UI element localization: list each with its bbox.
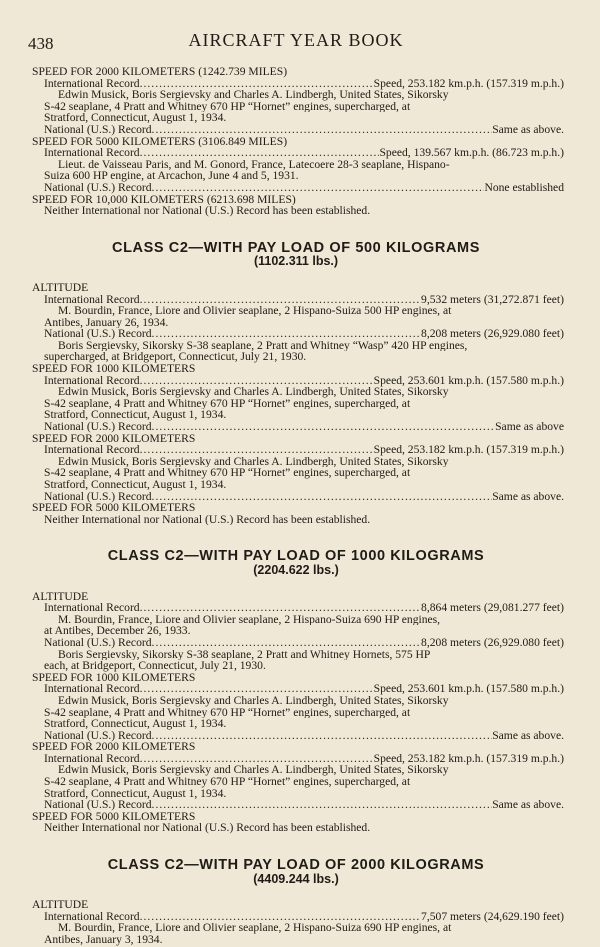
record-detail: Boris Sergievsky, Sikorsky S-38 seaplane, 2 Pratt and Whitney “Wasp” 420 HP engines, <box>58 339 468 352</box>
record-line: National (U.S.) Record ..... None established <box>28 182 564 194</box>
page-header <box>28 28 564 58</box>
record-detail: Boris Sergievsky, Sikorsky S-38 seaplane, 2 Pratt and Whitney Hornets, 575 HP <box>58 648 431 661</box>
record-detail: Edwin Musick, Boris Sergievsky and Charles A. Lindbergh, United States, Sikorsky <box>58 764 449 777</box>
record-detail: Neither International nor National (U.S.) Record has been established. <box>44 822 371 835</box>
section-heading: SPEED FOR 1000 KILOMETERS <box>32 363 196 375</box>
record-detail: Edwin Musick, Boris Sergievsky and Charles A. Lindbergh, United States, Sikorsky <box>58 694 449 707</box>
section-heading: SPEED FOR 2000 KILOMETERS <box>32 432 196 445</box>
class-heading <box>28 857 564 886</box>
record-line: International Record ..... Speed, 253.601 km.p.h. (157.580 m.p.h.) <box>28 375 564 387</box>
record-line: National (U.S.) Record ..... 8,208 meters (26,929.080 feet) <box>28 328 564 340</box>
record-detail: S-42 seaplane, 4 Pratt and Whitney 670 HP “Hornet” engines, supercharged, at <box>44 100 411 113</box>
record-line: International Record ..... 8,864 meters (29,081.277 feet) <box>28 602 564 614</box>
section-heading: ALTITUDE <box>32 281 89 294</box>
class-title: CLASS C2—WITH PAY LOAD OF 1000 KILOGRAMS <box>107 548 485 565</box>
record-line: National (U.S.) Record ..... Same as above. <box>28 124 564 136</box>
record-line: National (U.S.) Record ..... Same as above. <box>28 730 564 742</box>
record-detail: Antibes, January 3, 1934. <box>44 934 163 946</box>
record-detail: Stratford, Connecticut, August 1, 1934. <box>44 479 227 491</box>
class-heading <box>28 548 564 577</box>
record-detail: S-42 seaplane, 4 Pratt and Whitney 670 HP “Hornet” engines, supercharged, at <box>44 397 411 410</box>
section-heading: ALTITUDE <box>32 899 89 911</box>
section-heading: ALTITUDE <box>32 590 89 603</box>
section-heading: SPEED FOR 5000 KILOMETERS <box>32 810 196 823</box>
record-detail: M. Bourdin, France, Liore and Olivier seaplane, 2 Hispano-Suiza 690 HP engines, at <box>58 922 452 934</box>
record-detail: Edwin Musick, Boris Sergievsky and Charles A. Lindbergh, United States, Sikorsky <box>58 386 449 398</box>
section-heading: SPEED FOR 5000 KILOMETERS <box>32 502 196 514</box>
record-detail: Antibes, January 26, 1934. <box>44 316 169 329</box>
class-title: CLASS C2—WITH PAY LOAD OF 500 KILOGRAMS <box>112 239 480 256</box>
class-subtitle: (2204.622 lbs.) <box>253 562 339 577</box>
records-text <box>28 66 564 946</box>
record-detail: Stratford, Connecticut, August 1, 1934. <box>44 718 227 730</box>
record-line: International Record ..... Speed, 253.182 km.p.h. (157.319 m.p.h.) <box>28 78 564 90</box>
class-subtitle: (1102.311 lbs.) <box>253 254 339 269</box>
class-subtitle: (4409.244 lbs.) <box>253 871 339 886</box>
record-line: International Record ..... 7,507 meters (24,629.190 feet) <box>28 911 564 923</box>
record-detail: supercharged, at Bridgeport, Connecticut, July 21, 1930. <box>44 351 307 364</box>
record-detail: Lieut. de Vaisseau Paris, and M. Gonord, France, Latecoere 28-3 seaplane, Hispano- <box>58 158 450 171</box>
record-line: National (U.S.) Record ..... Same as above <box>28 421 564 433</box>
record-detail: Edwin Musick, Boris Sergievsky and Charles A. Lindbergh, United States, Sikorsky <box>58 89 449 101</box>
record-detail: Suiza 600 HP engine, at Arcachon, June 4 and 5, 1931. <box>44 170 299 182</box>
section-heading: SPEED FOR 10,000 KILOMETERS (6213.698 MILES) <box>32 193 296 206</box>
record-detail: S-42 seaplane, 4 Pratt and Whitney 670 HP “Hornet” engines, supercharged, at <box>44 467 411 479</box>
record-line: International Record ..... Speed, 253.182 km.p.h. (157.319 m.p.h.) <box>28 753 564 765</box>
record-detail: Edwin Musick, Boris Sergievsky and Charles A. Lindbergh, United States, Sikorsky <box>58 455 449 468</box>
class-title: CLASS C2—WITH PAY LOAD OF 2000 KILOGRAMS <box>107 857 485 874</box>
record-detail: Neither International nor National (U.S.) Record has been established. <box>44 513 371 526</box>
running-title: AIRCRAFT YEAR BOOK <box>188 30 404 50</box>
record-detail: Stratford, Connecticut, August 1, 1934. <box>44 409 227 422</box>
record-detail: each, at Bridgeport, Connecticut, July 21, 1930. <box>44 660 266 672</box>
record-line: National (U.S.) Record ..... Same as above. <box>28 491 564 503</box>
class-heading <box>28 239 564 269</box>
record-detail: S-42 seaplane, 4 Pratt and Whitney 670 HP “Hornet” engines, supercharged, at <box>44 776 411 788</box>
record-detail: M. Bourdin, France, Liore and Olivier seaplane, 2 Hispano-Suiza 690 HP engines, <box>58 613 441 626</box>
record-line: International Record ..... Speed, 253.182 km.p.h. (157.319 m.p.h.) <box>28 444 564 456</box>
record-line: International Record ..... Speed, 139.567 km.p.h. (86.723 m.p.h.) <box>28 147 564 159</box>
record-line: International Record ..... 9,532 meters (31,272.871 feet) <box>28 294 564 306</box>
record-line: International Record ..... Speed, 253.601 km.p.h. (157.580 m.p.h.) <box>28 683 564 695</box>
section-heading: SPEED FOR 2000 KILOMETERS <box>32 741 196 753</box>
section-heading: SPEED FOR 2000 KILOMETERS (1242.739 MILES) <box>32 66 288 78</box>
record-detail: at Antibes, December 26, 1933. <box>44 625 191 637</box>
record-detail: Neither International nor National (U.S.) Record has been established. <box>44 205 371 217</box>
record-line: National (U.S.) Record ..... 8,208 meters (26,929.080 feet) <box>28 637 564 649</box>
record-line: National (U.S.) Record ..... Same as above. <box>28 799 564 811</box>
record-detail: M. Bourdin, France, Liore and Olivier seaplane, 2 Hispano-Suiza 500 HP engines, at <box>58 305 452 317</box>
section-heading: SPEED FOR 5000 KILOMETERS (3106.849 MILES) <box>32 135 288 148</box>
record-detail: Stratford, Connecticut, August 1, 1934. <box>44 787 227 800</box>
section-heading: SPEED FOR 1000 KILOMETERS <box>32 671 196 684</box>
record-detail: Stratford, Connecticut, August 1, 1934. <box>44 112 227 124</box>
page-number: 438 <box>28 34 54 53</box>
record-detail: S-42 seaplane, 4 Pratt and Whitney 670 HP “Hornet” engines, supercharged, at <box>44 706 411 719</box>
